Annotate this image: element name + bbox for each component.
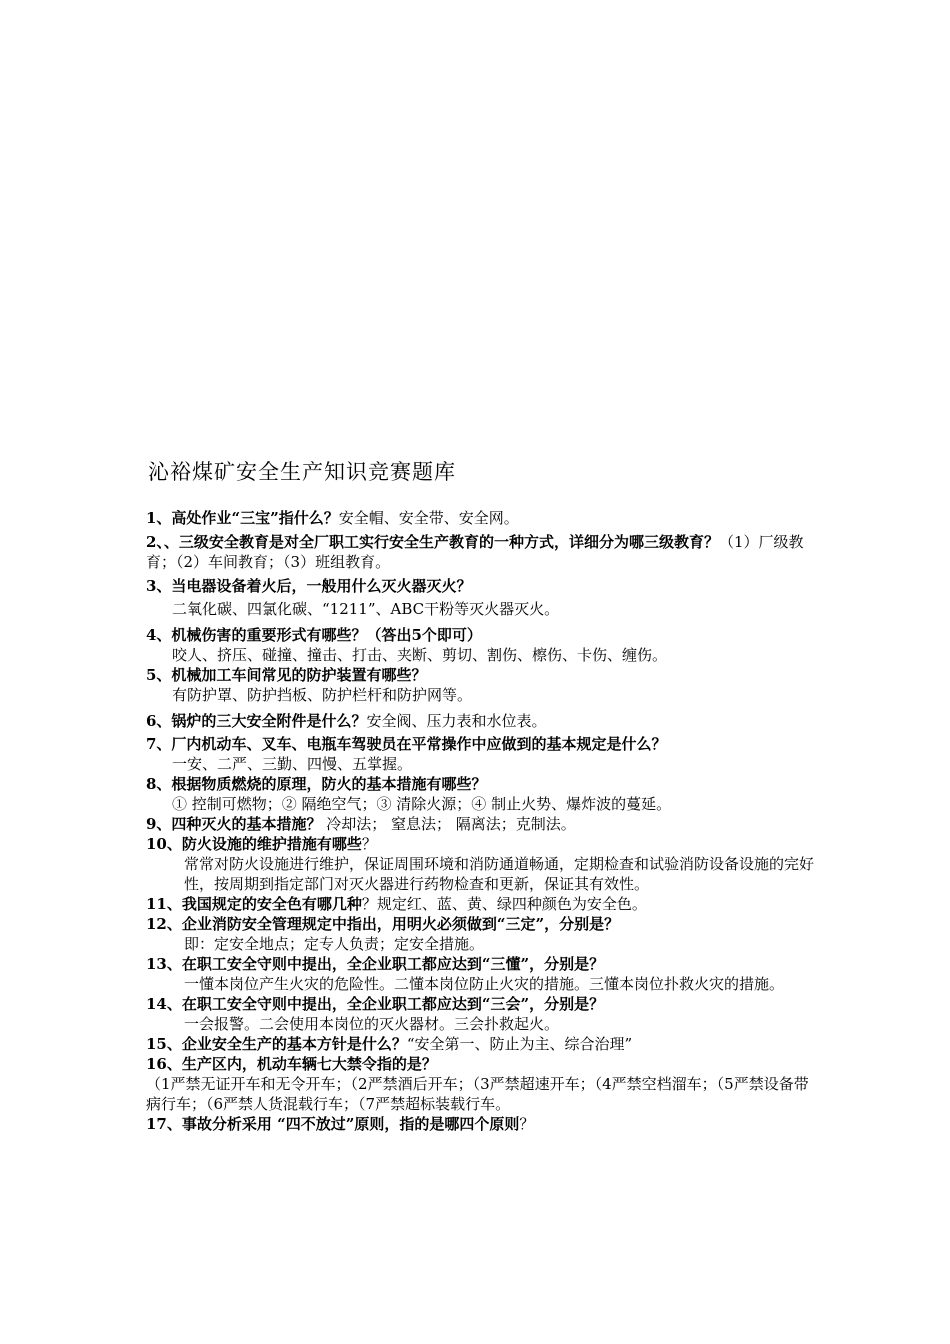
question-text: 5、机械加工车间常见的防护装置有哪些？ [146, 666, 427, 684]
question-text: 1、高处作业“三宝”指什么？ [146, 509, 339, 527]
question-5 [146, 665, 816, 685]
question-text: 10、防火设施的维护措施有哪些 [146, 835, 362, 853]
answer-text: “安全第一、防止为主、综合治理” [406, 1035, 633, 1053]
answer-14: 一会报警。二会使用本岗位的灭火器材。三会扑救起火。 [184, 1015, 560, 1033]
question-11 [146, 894, 816, 914]
question-text: 9、四种灭火的基本措施？ [146, 815, 322, 833]
question-text: 3、当电器设备着火后，一般用什么灭火器灭火？ [146, 577, 472, 595]
answer-10: 常常对防火设施进行维护，保证周围环境和消防通道畅通，定期检查和试验消防设备设施的完好性，按周期到指定部门对灭火器进行药物检查和更新，保证其有效性。 [184, 855, 815, 893]
answer-text: （1）厂级教育；（2）车间教育；（3）班组教育。 [146, 533, 804, 571]
question-17 [146, 1114, 816, 1134]
question-text: 2、、三级安全教育是对全厂职工实行安全生产教育的一种方式，详细分为哪三级教育？ [146, 533, 719, 551]
question-text: 6、锅炉的三大安全附件是什么？ [146, 712, 367, 730]
question-7 [146, 734, 816, 754]
question-text: 16、生产区内，机动车辆七大禁令指的是？ [146, 1055, 437, 1073]
question-text: 13、在职工安全守则中提出，全企业职工都应达到“三懂”，分别是？ [146, 955, 605, 973]
question-8 [146, 774, 816, 794]
answer-4: 咬人、挤压、碰撞、撞击、打击、夹断、剪切、割伤、檫伤、卡伤、缠伤。 [172, 646, 668, 664]
answer-text: ？规定红、蓝、黄、绿四种颜色为安全色。 [361, 895, 647, 913]
question-text: 7、厂内机动车、叉车、电瓶车驾驶员在平常操作中应做到的基本规定是什么？ [146, 735, 667, 753]
question-10 [146, 834, 816, 854]
question-2 [146, 532, 816, 572]
answer-5: 有防护罩、防护挡板、防护栏杆和防护网等。 [172, 686, 473, 704]
question-1 [146, 508, 816, 528]
question-12 [146, 914, 816, 934]
question-list [146, 508, 816, 1134]
answer-text: ？ [519, 1115, 535, 1133]
question-16 [146, 1054, 816, 1074]
question-text: 15、企业安全生产的基本方针是什么？ [146, 1035, 407, 1053]
answer-3: 二氧化碳、四氯化碳、“1211”、ABC干粉等灭火器灭火。 [172, 600, 560, 618]
answer-7: 一安、二严、三勤、四慢、五掌握。 [172, 755, 413, 773]
question-4 [146, 625, 816, 645]
question-text: 17、事故分析采用 “四不放过”原则，指的是哪四个原则 [146, 1115, 520, 1133]
answer-text: 安全帽、安全带、安全网。 [338, 509, 519, 527]
answer-16: （1严禁无证开车和无令开车；（2严禁酒后开车；（3严禁超速开车；（4严禁空档溜车；（5严禁设备带病行车；（6严禁人货混载行车；（7严禁超标装载行车。 [146, 1075, 809, 1113]
question-text: 12、企业消防安全管理规定中指出，用明火必须做到“三定”，分别是？ [146, 915, 620, 933]
question-text: 11、我国规定的安全色有哪几种 [146, 895, 362, 913]
question-9 [146, 814, 816, 834]
answer-text: 冷却法； 窒息法； 隔离法；克制法。 [321, 815, 576, 833]
answer-12: 即：定安全地点；定专人负责；定安全措施。 [184, 935, 485, 953]
question-text: 8、根据物质燃烧的原理，防火的基本措施有哪些？ [146, 775, 487, 793]
document-title: 沁裕煤矿安全生产知识竞赛题库 [148, 460, 456, 484]
answer-8: ① 控制可燃物；② 隔绝空气；③ 清除火源；④ 制止火势、爆炸波的蔓延。 [172, 795, 672, 813]
answer-text: 安全阀、压力表和水位表。 [366, 712, 547, 730]
question-15 [146, 1034, 816, 1054]
question-14 [146, 994, 816, 1014]
question-mark: ？ [361, 835, 377, 853]
question-text: 4、机械伤害的重要形式有哪些？（答出5个即可） [146, 626, 482, 644]
question-13 [146, 954, 816, 974]
question-text: 14、在职工安全守则中提出，全企业职工都应达到“三会”，分别是？ [146, 995, 605, 1013]
answer-13: 一懂本岗位产生火灾的危险性。二懂本岗位防止火灾的措施。三懂本岗位扑救火灾的措施。 [184, 975, 785, 993]
question-6 [146, 711, 816, 731]
question-3 [146, 576, 816, 596]
